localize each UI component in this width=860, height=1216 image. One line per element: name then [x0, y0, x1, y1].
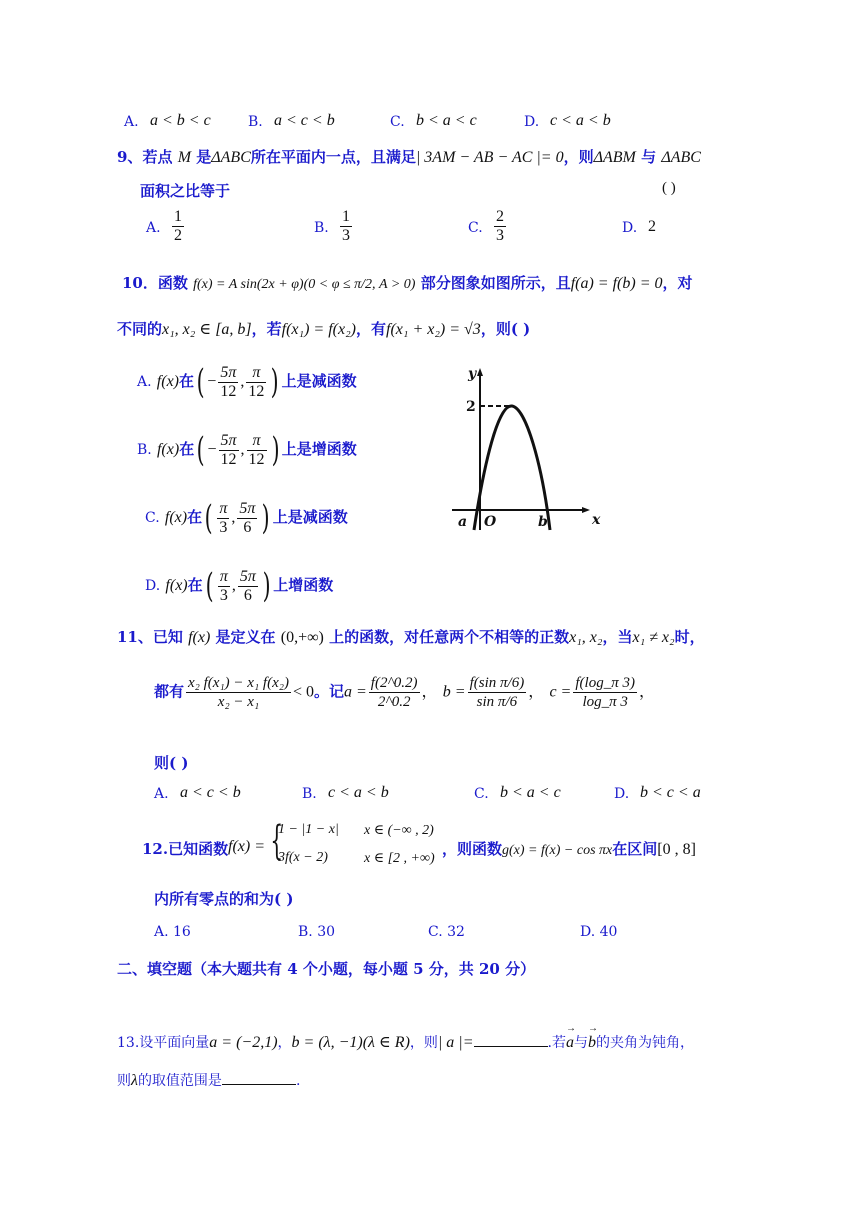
q10-sine-graph [450, 364, 610, 534]
q11-text3: ，当 [602, 628, 633, 646]
q10-option-b: B. f(x)在( − $\frac{5\pi}{12}$ , $\frac{\pi}{12}$ ) 上是增函数 [137, 430, 357, 470]
q10-option-b-fx: f(x) [156, 441, 180, 458]
q12-case2: 3f(x − 2) [278, 850, 328, 865]
q11-ineq-den: x₂ − x₁ [217, 694, 260, 710]
q9-option-c-num: 2 [496, 208, 504, 225]
q10-option-d-rnum: 5π [239, 567, 256, 585]
q13-blank-1[interactable] [474, 1046, 548, 1047]
q8-option-d-label: D. [524, 114, 540, 130]
q11-c-den: log_π 3 [582, 694, 628, 710]
q9-triangle-abc: ΔABC [661, 149, 701, 166]
q10-line1 [122, 272, 693, 293]
q9-option-c-frac [494, 208, 506, 245]
q12-tail [442, 838, 696, 859]
q12-case1-domain: x ∈ (−∞ , 2) [364, 823, 434, 838]
q10-option-a-lden: 12 [220, 382, 237, 400]
q9-condition: | 3AM − AB − AC |= 0 [415, 149, 564, 166]
q12-option-a-label: A. [154, 924, 169, 940]
q11-ineq-num: x₂ f(x₁) − x₁ f(x₂) [188, 675, 289, 691]
q9-triangle-abm: ΔABM [593, 149, 636, 166]
q11-c-num: f(log_π 3) [575, 675, 635, 691]
q11-option-c-label: C. [474, 786, 489, 802]
q11-text4: 时， [674, 628, 705, 646]
q11-option-b-label: B. [302, 786, 317, 802]
q11-b-num: f(sin π/6) [469, 675, 525, 691]
q12-line2: 内所有零点的和为( ) [154, 890, 294, 908]
q9-option-a-den: 2 [174, 227, 182, 244]
q12-option-d [580, 924, 617, 940]
q13-blank-2[interactable] [222, 1084, 296, 1085]
q13-line2 [117, 1070, 300, 1090]
q10-option-d-fx: f(x) [165, 577, 188, 594]
q13-sep: ， [277, 1035, 292, 1051]
q12-gx: g(x) = f(x) − cos πx [502, 843, 613, 858]
graph-x-arrow [582, 507, 590, 513]
q10-option-a-lnum: 5π [220, 363, 237, 381]
q10-option-a: A. f(x)在( − $\frac{5\pi}{12}$ , $\frac{\pi}{12}$ ) 上是减函数 [137, 362, 357, 402]
q11-text1: 是定义在 [215, 628, 276, 646]
q11-number: 11、已知 [117, 628, 183, 646]
q10-line2d: f(x₁) = f(x₂) [281, 321, 356, 338]
graph-label-o: O [484, 514, 497, 530]
q10-option-a-label: A. [137, 374, 152, 390]
q13-text1: ，则 [409, 1035, 438, 1051]
graph-label-2: 2 [466, 399, 476, 415]
q10-option-d: D. f(x)在( $\frac{\pi}{3}$ , $\frac{5\pi}{6}$ ) 上增函数 [145, 566, 334, 606]
q10-line2f: f(x₁ + x₂) = √3 [386, 321, 481, 338]
q10-option-d-label: D. [145, 578, 161, 594]
q8-option-a-label: A. [124, 114, 139, 130]
q11-line2a: 都有 [154, 682, 185, 701]
q12-interval: [0 , 8] [657, 841, 696, 858]
q9-option-a-frac [172, 208, 184, 245]
q9-option-b-frac [340, 208, 352, 245]
q12-text2: 在区间 [612, 840, 658, 858]
q12-option-c [428, 924, 465, 940]
q11-line2: 都有 $\frac{\text{x₂ f(x₁) − x₁ f(x₂)}}{\text{x₂ − x₁}}$ < 0。记a = $\frac{f(2\^{}0.2)}{2\^{}0.2}$ ， b = $\frac{\text{f(sin π/6)}}{\text{sin π/6}}$ ， c = $\frac{f(\log\_\pi 3)}{\log\_\pi 3}$ ， [154, 675, 655, 710]
q10-option-d-rden: 6 [243, 586, 252, 604]
q8-option-c-expr: b < a < c [416, 112, 477, 129]
q11-option-d-expr: b < c < a [640, 784, 701, 801]
q10-option-a-rden: 12 [248, 382, 265, 400]
q10-line2g: ，则( ) [480, 320, 531, 338]
q10-option-c-zai: 在 [187, 508, 203, 526]
q8-option-d-expr: c < a < b [550, 112, 611, 129]
q9-option-c-den: 3 [496, 227, 504, 244]
graph-label-b: b [538, 514, 548, 530]
q13-b-vector: b = (λ, −1)(λ ∈ R) [291, 1034, 410, 1051]
q13-line2b: 的取值范围是 [137, 1073, 222, 1089]
q9-option-b-den: 3 [342, 227, 350, 244]
q8-option-a-expr: a < b < c [150, 112, 211, 129]
q12-case1: 1 − |1 − x| [278, 822, 339, 837]
q10-option-b-rnum: π [247, 432, 267, 451]
q10-line2a: 不同的 [117, 320, 163, 338]
q11-c-lhs: c = [549, 683, 572, 701]
q12-option-d-label: D. [580, 924, 596, 940]
q9-text2: 是 [196, 148, 212, 166]
q11-option-c-expr: b < a < c [500, 784, 561, 801]
q12-text1: ，则函数 [442, 840, 503, 858]
q13-text2: .若 [547, 1035, 566, 1051]
q12-option-c-label: C. [428, 924, 443, 940]
q9-option-a-num: 1 [174, 208, 182, 225]
q9-option-b-label: B. [314, 220, 329, 236]
q9-option-a-label: A. [146, 220, 161, 236]
q11-option-b-expr: c < a < b [328, 784, 389, 801]
q10-option-c-rden: 6 [243, 518, 252, 536]
graph-label-a: a [458, 514, 468, 530]
q9-answer-paren: ( ) [662, 180, 676, 196]
q13-yu: 与 [573, 1035, 588, 1051]
q12-case2-domain: x ∈ [2 , +∞) [364, 851, 435, 866]
q11-domain: (0,+∞) [280, 629, 324, 646]
q11-option-a-expr: a < c < b [180, 784, 241, 801]
q12-option-b [298, 924, 335, 940]
q10-text2: ，对 [662, 274, 693, 292]
q10-line2b: x₁, x₂ ∈ [a, b] [162, 321, 252, 338]
q10-option-d-tail: 上增函数 [273, 576, 334, 594]
q13-dot: . [295, 1073, 301, 1089]
q9-text5: 与 [641, 148, 657, 166]
q10-option-c-rnum: 5π [239, 499, 256, 517]
q11-a-num: f(2^0.2) [370, 675, 418, 691]
q12-option-c-value: 32 [447, 924, 465, 940]
q11-ineq-tail: < 0 [292, 683, 314, 701]
q13-a-vector: a = (−2,1) [209, 1034, 278, 1051]
q10-option-d-lnum: π [219, 567, 228, 585]
q12-option-a [154, 924, 191, 940]
q13-line1 [117, 1032, 694, 1052]
q11-option-d-label: D. [614, 786, 630, 802]
q10-option-a-neg: − [207, 373, 217, 390]
q10-option-b-lden: 12 [220, 450, 237, 468]
q12-option-b-label: B. [298, 924, 313, 940]
q11-vars: x₁, x₂ [569, 629, 603, 646]
q8-option-b-label: B. [248, 114, 263, 130]
q10-option-d-zai: 在 [187, 576, 203, 594]
q13-lambda: λ [131, 1072, 138, 1089]
q12-brace: { [270, 818, 284, 864]
q9-point-m: M [177, 149, 192, 166]
q11-line1 [117, 626, 705, 647]
q9-triangle: ΔABC [211, 149, 251, 166]
q11-b-lhs: b = [442, 683, 466, 701]
q9-number: 9、 [117, 148, 143, 166]
q13-line2a: 则 [117, 1073, 131, 1089]
q9-line1 [117, 146, 701, 167]
q10-line2 [117, 318, 530, 339]
q10-option-c: C. f(x)在( $\frac{\pi}{3}$ , $\frac{5\pi}{6}$ ) 上是减函数 [145, 498, 348, 538]
q9-line2: 面积之比等于 [140, 182, 231, 200]
graph-label-x: x [592, 512, 601, 528]
q10-option-c-fx: f(x) [164, 509, 188, 526]
q11-ji: 。记 [313, 682, 344, 701]
q10-option-b-neg: − [207, 441, 217, 458]
q11-a-lhs: a = [344, 683, 367, 701]
q10-function: f(x) = A sin(2x + φ)(0 < φ ≤ π/2, A > 0) [193, 277, 416, 292]
q13-b: → b [588, 1034, 596, 1052]
q11-option-a-label: A. [154, 786, 169, 802]
q13-text3: 的夹角为钝角， [595, 1035, 694, 1051]
q10-line2e: ，有 [355, 320, 386, 338]
q9-option-c-label: C. [468, 220, 483, 236]
q10-option-b-tail: 上是增函数 [281, 440, 357, 458]
q12-option-d-value: 40 [599, 924, 618, 940]
q13-number: 13.设平面向量 [117, 1035, 210, 1051]
q9-text1: 若点 [142, 148, 173, 166]
q11-b-den: sin π/6 [476, 694, 518, 710]
q10-option-b-lnum: 5π [220, 431, 237, 449]
q10-option-d-lden: 3 [219, 586, 228, 604]
q8-option-c-label: C. [390, 114, 405, 130]
q12-number: 12.已知函数 [142, 840, 229, 858]
q12-fx: f(x) = [228, 838, 265, 855]
section-2-heading: 二、填空题（本大题共有 4 个小题，每小题 5 分，共 20 分） [117, 960, 536, 978]
q11-line3: 则( ) [154, 754, 189, 772]
q9-text3: 所在平面内一点，且满足 [250, 148, 416, 166]
q12-option-a-value: 16 [173, 924, 191, 940]
q10-option-c-lnum: π [219, 499, 228, 517]
q10-option-b-zai: 在 [179, 440, 195, 458]
graph-label-y: y [468, 366, 477, 382]
q10-option-a-zai: 在 [179, 372, 195, 390]
q10-line2c: ，若 [251, 320, 282, 338]
q11-text2: 上的函数，对任意两个不相等的正数 [329, 628, 570, 646]
graph-y-arrow [477, 368, 483, 376]
q11-neq: x₁ ≠ x₂ [632, 629, 675, 646]
q9-option-d-value: 2 [648, 218, 656, 235]
q9-text4: ，则 [563, 148, 594, 166]
q10-option-c-lden: 3 [219, 518, 228, 536]
q9-option-d-label: D. [622, 220, 638, 236]
q11-fx: f(x) [188, 629, 211, 646]
graph-curve [474, 406, 550, 530]
q13-a: → a [566, 1034, 574, 1052]
q10-option-b-rden: 12 [248, 450, 265, 468]
q10-option-c-tail: 上是减函数 [272, 508, 348, 526]
q13-abs-a: | a |= [437, 1034, 474, 1051]
q10-option-a-fx: f(x) [156, 373, 179, 390]
q10-condition: f(a) = f(b) = 0 [570, 275, 663, 292]
q10-option-a-rnum: π [246, 364, 266, 383]
q10-option-b-label: B. [137, 442, 152, 458]
q11-a-den: 2^0.2 [377, 694, 411, 710]
q10-number: 10．函数 [122, 274, 188, 292]
q8-option-b-expr: a < c < b [274, 112, 335, 129]
q9-option-b-num: 1 [342, 208, 350, 225]
q12-option-b-value: 30 [317, 924, 336, 940]
q10-option-c-label: C. [145, 510, 160, 526]
q10-text1: 部分图象如图所示，且 [420, 274, 571, 292]
q10-option-a-tail: 上是减函数 [281, 372, 357, 390]
